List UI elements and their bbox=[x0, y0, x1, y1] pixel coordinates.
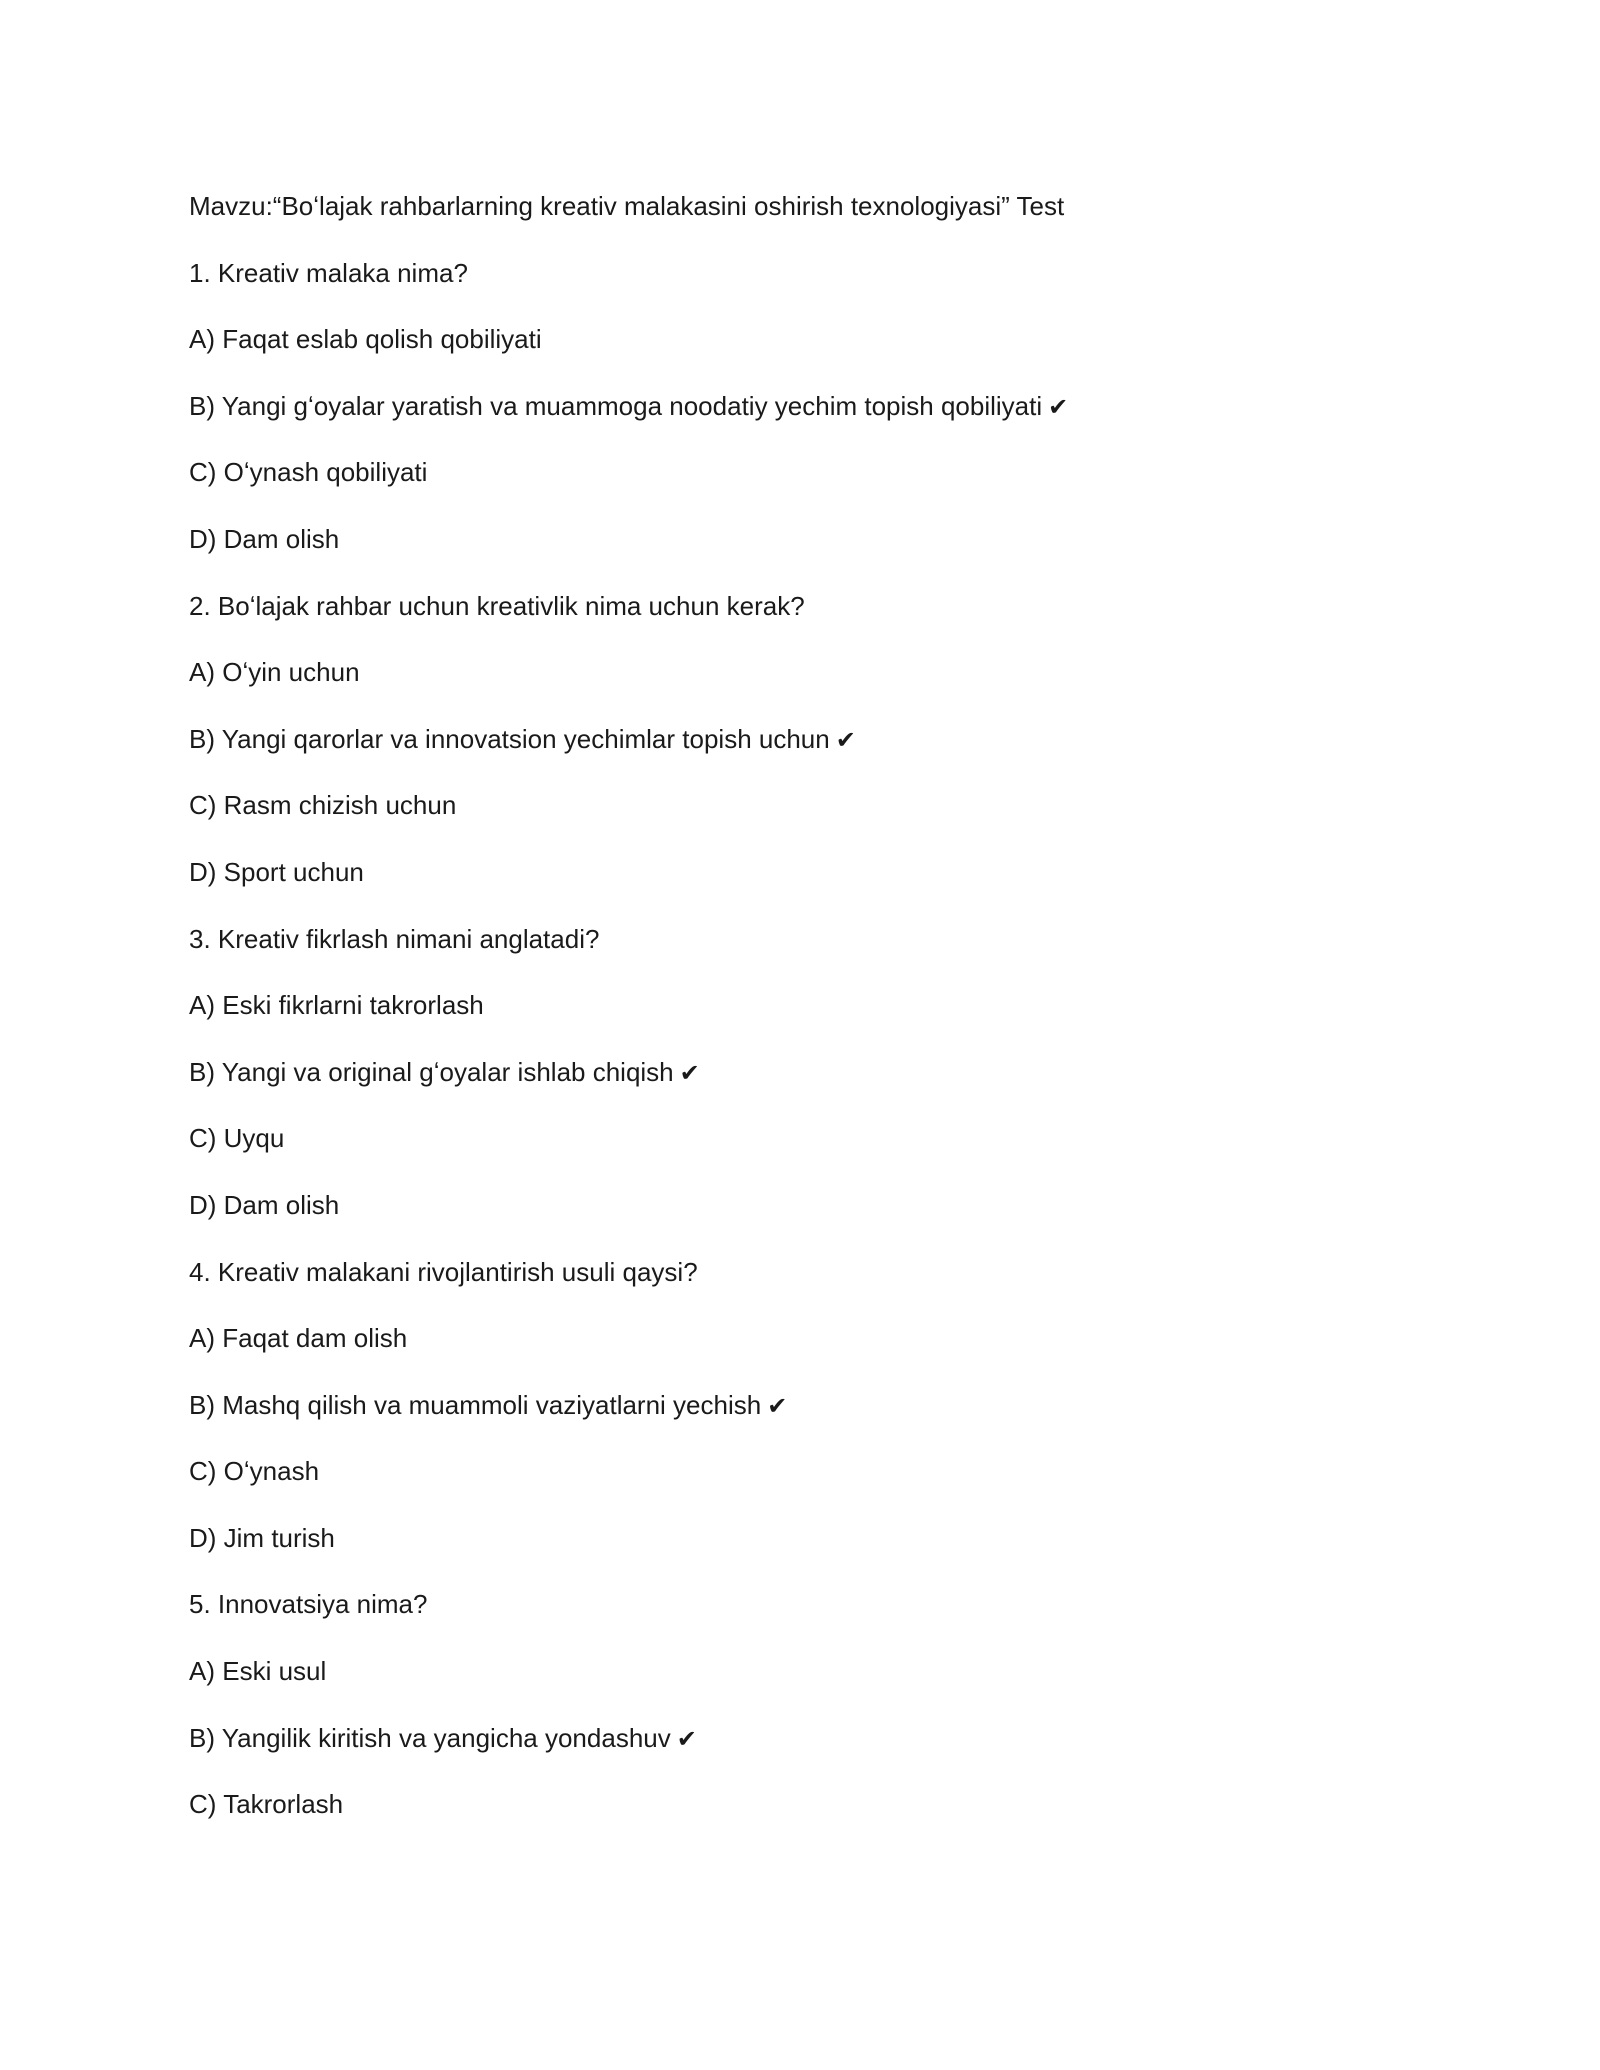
answer-option-text: A) Oʻyin uchun bbox=[189, 657, 360, 688]
answer-option bbox=[189, 1518, 1449, 1585]
question-text: 3. Kreativ fikrlash nimani anglatadi? bbox=[189, 923, 600, 954]
answer-option-text: D) Jim turish bbox=[189, 1522, 335, 1553]
answer-option-text: D) Sport uchun bbox=[189, 856, 364, 887]
answer-option-correct bbox=[189, 1052, 1449, 1119]
check-mark-icon: ✔ bbox=[676, 1724, 697, 1753]
answer-option-correct bbox=[189, 1385, 1449, 1452]
document-body bbox=[189, 186, 1449, 1851]
answer-option-correct bbox=[189, 719, 1449, 786]
answer-option-text: A) Faqat dam olish bbox=[189, 1323, 408, 1354]
answer-option-text: C) Uyqu bbox=[189, 1123, 285, 1154]
answer-option-correct bbox=[189, 1718, 1449, 1785]
check-mark-icon: ✔ bbox=[679, 1058, 700, 1087]
answer-option-text: B) Yangilik kiritish va yangicha yondashuv bbox=[189, 1722, 671, 1753]
answer-option bbox=[189, 785, 1449, 852]
answer-option-text: A) Eski fikrlarni takrorlash bbox=[189, 990, 484, 1021]
question-text: 5. Innovatsiya nima? bbox=[189, 1589, 428, 1620]
answer-option-text: B) Yangi va original gʻoyalar ishlab chiqish bbox=[189, 1056, 674, 1087]
answer-option bbox=[189, 1784, 1449, 1851]
answer-option-text: D) Dam olish bbox=[189, 523, 340, 554]
answer-option bbox=[189, 1118, 1449, 1185]
answer-option-text: D) Dam olish bbox=[189, 1189, 340, 1220]
answer-option bbox=[189, 852, 1449, 919]
check-mark-icon: ✔ bbox=[1048, 392, 1069, 421]
answer-option bbox=[189, 985, 1449, 1052]
answer-option-text: A) Eski usul bbox=[189, 1656, 327, 1687]
answer-option bbox=[189, 1318, 1449, 1385]
answer-option-text: C) Oʻynash bbox=[189, 1456, 320, 1487]
answer-option-text: B) Yangi qarorlar va innovatsion yechimlar topish uchun bbox=[189, 723, 830, 754]
question-text: 4. Kreativ malakani rivojlantirish usuli qaysi? bbox=[189, 1256, 698, 1287]
document-title: Mavzu:“Boʻlajak rahbarlarning kreativ malakasini oshirish texnologiyasi” Test bbox=[189, 191, 1065, 221]
answer-option bbox=[189, 1651, 1449, 1718]
answer-option-text: C) Rasm chizish uchun bbox=[189, 790, 457, 821]
question-text: 1. Kreativ malaka nima? bbox=[189, 257, 468, 288]
answer-option bbox=[189, 519, 1449, 586]
answer-option-text: A) Faqat eslab qolish qobiliyati bbox=[189, 324, 542, 355]
answer-option-text: C) Takrorlash bbox=[189, 1789, 344, 1820]
answer-option-text: C) Oʻynash qobiliyati bbox=[189, 457, 428, 488]
answer-option bbox=[189, 1451, 1449, 1518]
answer-option-text: B) Mashq qilish va muammoli vaziyatlarni yechish bbox=[189, 1389, 762, 1420]
answer-option-text: B) Yangi gʻoyalar yaratish va muammoga noodatiy yechim topish qobiliyati bbox=[189, 390, 1043, 421]
question-text: 2. Boʻlajak rahbar uchun kreativlik nima uchun kerak? bbox=[189, 590, 805, 621]
answer-option bbox=[189, 452, 1449, 519]
check-mark-icon: ✔ bbox=[767, 1391, 788, 1420]
check-mark-icon: ✔ bbox=[835, 725, 856, 754]
answer-option bbox=[189, 1185, 1449, 1252]
answer-option bbox=[189, 652, 1449, 719]
answer-option-correct bbox=[189, 386, 1449, 453]
answer-option bbox=[189, 319, 1449, 386]
